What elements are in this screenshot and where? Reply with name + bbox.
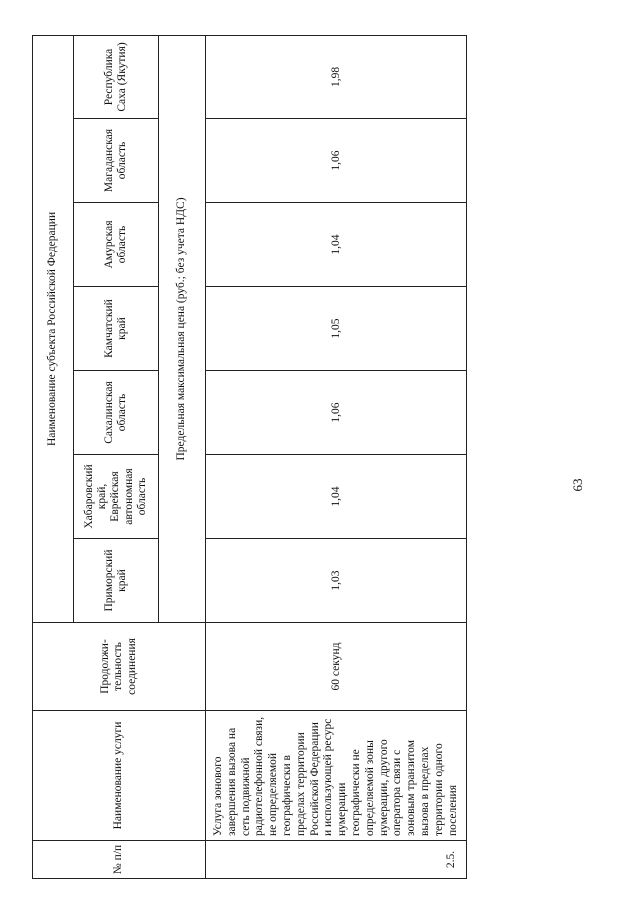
header-region: Хабаровский край, Еврейская автономная область [74,455,159,539]
header-num: № п/п [33,841,206,879]
table-row [206,35,467,878]
row-price: 1,04 [206,455,467,539]
row-price: 1,06 [206,119,467,203]
header-region: Республика Саха (Якутия) [74,35,159,118]
row-price: 1,06 [206,371,467,455]
page-number: 63 [570,478,585,492]
header-region: Приморский край [74,539,159,623]
tariff-table [32,35,467,879]
header-region: Сахалинская область [74,371,159,455]
header-region: Камчатский край [74,287,159,371]
header-service: Наименование услуги [33,711,206,841]
row-price: 1,05 [206,287,467,371]
row-price: 1,03 [206,539,467,623]
header-price-label: Предельная максимальная цена (руб.; без учета НДС) [159,35,206,622]
header-duration: Продолжи-тельность соединения [33,623,206,711]
row-duration: 60 секунд [206,623,467,711]
row-price: 1,98 [206,35,467,118]
row-service-name: Услуга зонового завершения вызова на сеть подвижной радиотелефонной связи, не определяемой географически в пределах территории Российской Федерации и использующей ресурс нумерации географически не определяемой зоны нумерации, другого оператора связи с зоновым транзитом вызова в пределах территории одного поселения [206,711,467,841]
row-price: 1,04 [206,203,467,287]
header-region: Магаданская область [74,119,159,203]
header-region: Амурская область [74,203,159,287]
header-region-group: Наименование субъекта Российской Федерации [33,35,74,622]
row-number: 2.5. [206,841,467,879]
